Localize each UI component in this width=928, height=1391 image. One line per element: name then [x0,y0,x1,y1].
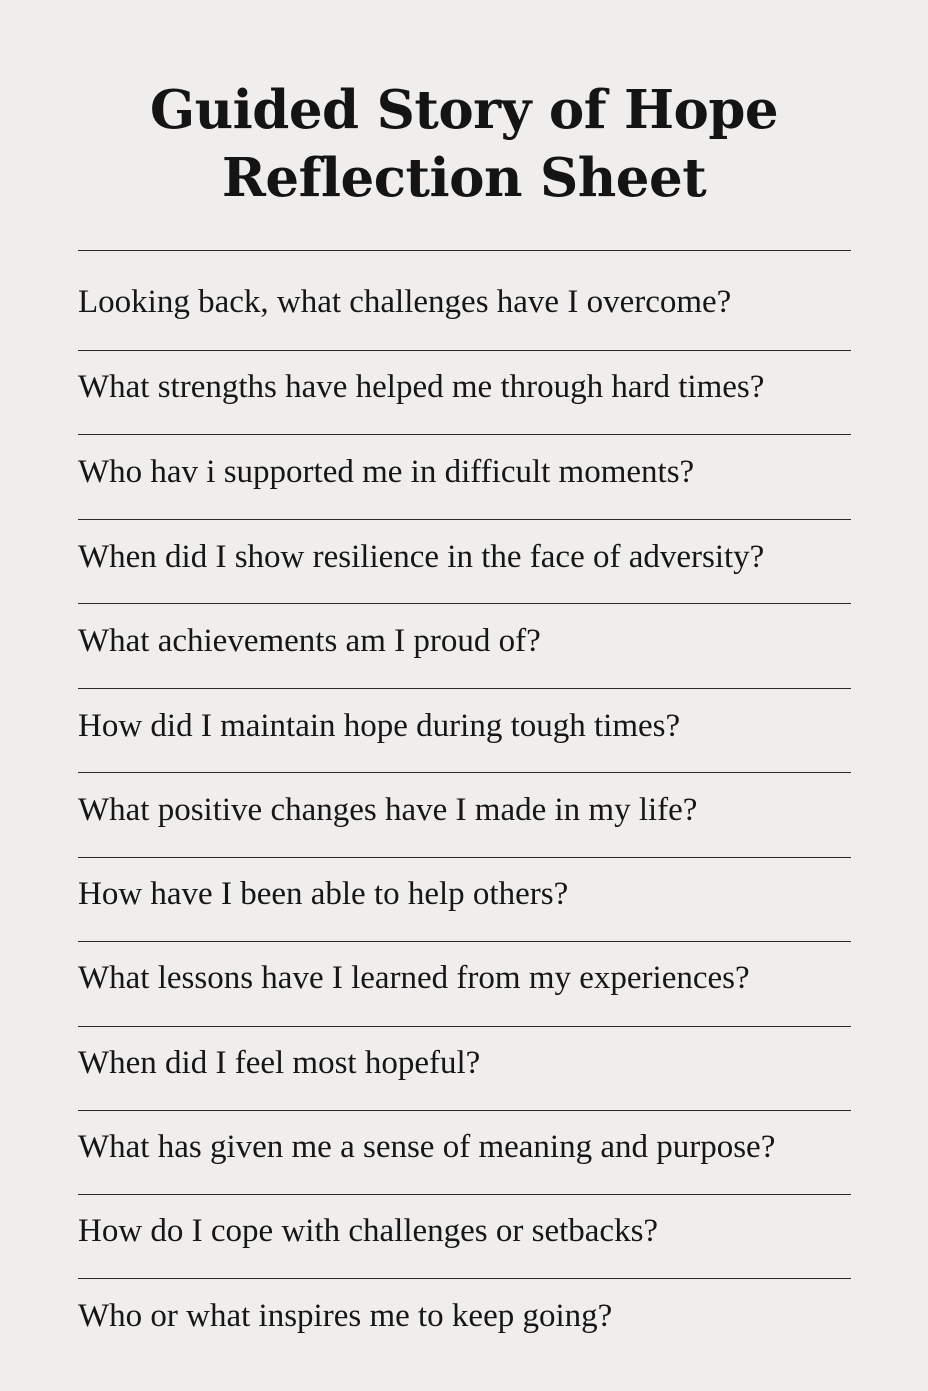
page-title [0,76,928,212]
question-6: How did I maintain hope during tough times? [78,708,681,744]
divider [78,519,851,520]
question-4: When did I show resilience in the face of adversity? [78,539,765,575]
divider [78,434,851,435]
question-8: How have I been able to help others? [78,876,569,912]
question-1: Looking back, what challenges have I overcome? [78,284,732,320]
title-line-2: Reflection Sheet [221,147,707,209]
divider [78,1194,851,1195]
question-2: What strengths have helped me through hard times? [78,369,765,405]
divider [78,250,851,251]
divider [78,1026,851,1027]
divider [78,603,851,604]
question-9: What lessons have I learned from my experiences? [78,960,750,996]
divider [78,350,851,351]
question-11: What has given me a sense of meaning and purpose? [78,1129,776,1165]
divider [78,1110,851,1111]
divider [78,1278,851,1279]
question-3: Who hav i supported me in difficult moments? [78,454,695,490]
question-13: Who or what inspires me to keep going? [78,1298,613,1334]
title-line-1: Guided Story of Hope [149,79,779,141]
divider [78,772,851,773]
question-7: What positive changes have I made in my life? [78,792,698,828]
divider [78,688,851,689]
question-12: How do I cope with challenges or setbacks? [78,1213,659,1249]
divider [78,941,851,942]
divider [78,857,851,858]
question-5: What achievements am I proud of? [78,623,541,659]
question-10: When did I feel most hopeful? [78,1045,481,1081]
